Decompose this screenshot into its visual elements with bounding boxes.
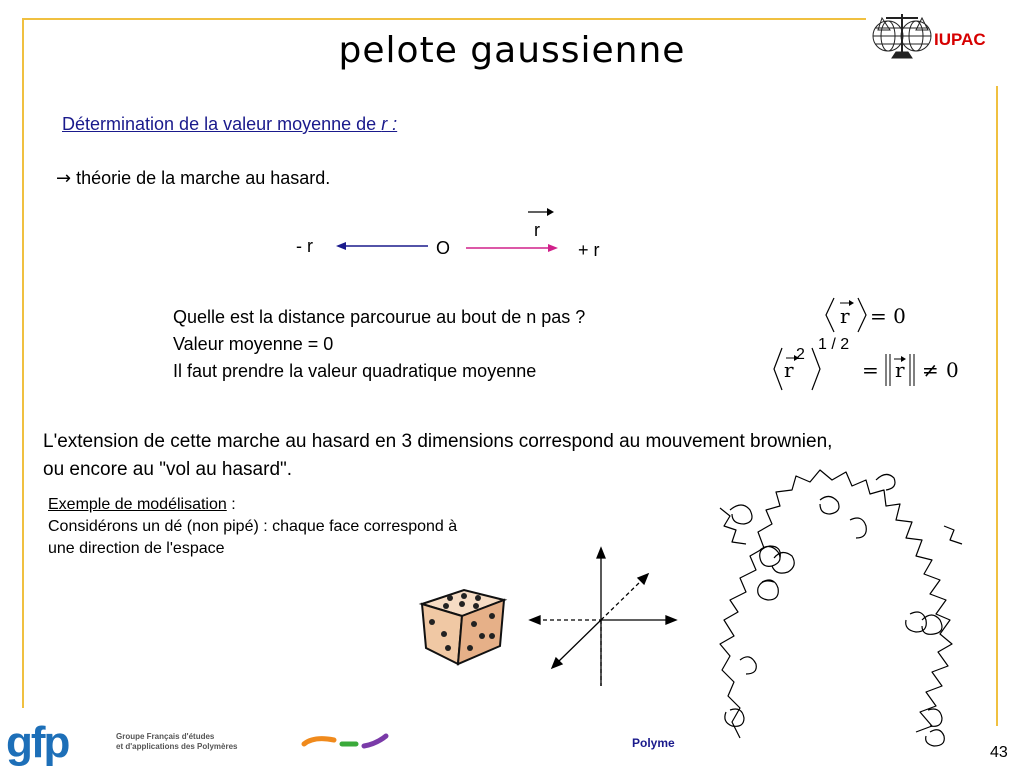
gfp-subtitle — [116, 732, 238, 752]
arrow-right-icon: → — [56, 168, 72, 189]
heading-main: Détermination de la valeur moyenne de — [62, 114, 382, 134]
iupac-logo-text: IUPAC — [934, 30, 986, 49]
theory-line — [56, 168, 330, 189]
formula2-norm-var: r — [895, 358, 905, 382]
gfp-color-dashes-icon — [300, 732, 392, 752]
gfp-logo: gfp — [6, 718, 69, 767]
slide-title: pelote gaussienne — [338, 30, 686, 71]
page-number: 43 — [990, 744, 1008, 761]
heading-var: r : — [381, 114, 398, 134]
formula1-var: r — [840, 304, 850, 328]
paragraph-line-1: L'extension de cette marche au hasard en 3 dimensions correspond au mouvement brownien, — [43, 431, 833, 452]
question-block — [173, 304, 585, 385]
label-plus-r: + r — [578, 240, 600, 260]
example-colon: : — [226, 496, 236, 513]
label-origin: O — [436, 238, 451, 258]
arrow-left-blue — [334, 238, 434, 254]
label-vector-r: r — [534, 220, 540, 240]
arrow-right-magenta — [464, 240, 560, 256]
formula2-zero: 0 — [946, 358, 959, 382]
example-block — [48, 494, 457, 560]
paragraph-line-2: ou encore au "vol au hasard". — [43, 459, 293, 480]
section-heading — [62, 114, 397, 135]
example-label: Exemple de modélisation — [48, 496, 227, 513]
formula2-neq: ≠ — [922, 358, 939, 382]
question-line-3: Il faut prendre la valeur quadratique moyenne — [173, 361, 537, 381]
question-line-1: Quelle est la distance parcourue au bout de n pas ? — [173, 307, 586, 327]
formula2-exponent: 1 / 2 — [818, 336, 850, 353]
example-line-2: une direction de l'espace — [48, 540, 225, 557]
frame-right-line — [996, 86, 998, 726]
formula2-eq: = — [862, 358, 879, 382]
formula1-rhs: = 0 — [870, 304, 906, 328]
example-line-1: Considérons un dé (non pipé) : chaque face correspond à — [48, 518, 458, 535]
formula2-power: 2 — [796, 346, 805, 363]
label-minus-r: - r — [296, 236, 313, 256]
globe-scale-logo-icon — [866, 8, 938, 64]
vector-arrow-over-r — [526, 206, 556, 218]
frame-top-line — [22, 18, 866, 20]
footer-polyme-text: Polyme — [632, 736, 675, 750]
question-line-2: Valeur moyenne = 0 — [173, 334, 334, 354]
theory-text: théorie de la marche au hasard. — [76, 168, 331, 188]
random-walk-icon — [700, 460, 970, 752]
frame-left-line — [22, 18, 24, 708]
gfp-subtitle-line-1: Groupe Français d'études — [116, 732, 215, 741]
formula2-var: r — [784, 358, 794, 382]
dice-icon — [412, 584, 516, 670]
gfp-subtitle-line-2: et d'applications des Polymères — [116, 742, 238, 751]
axes-icon — [528, 546, 678, 696]
